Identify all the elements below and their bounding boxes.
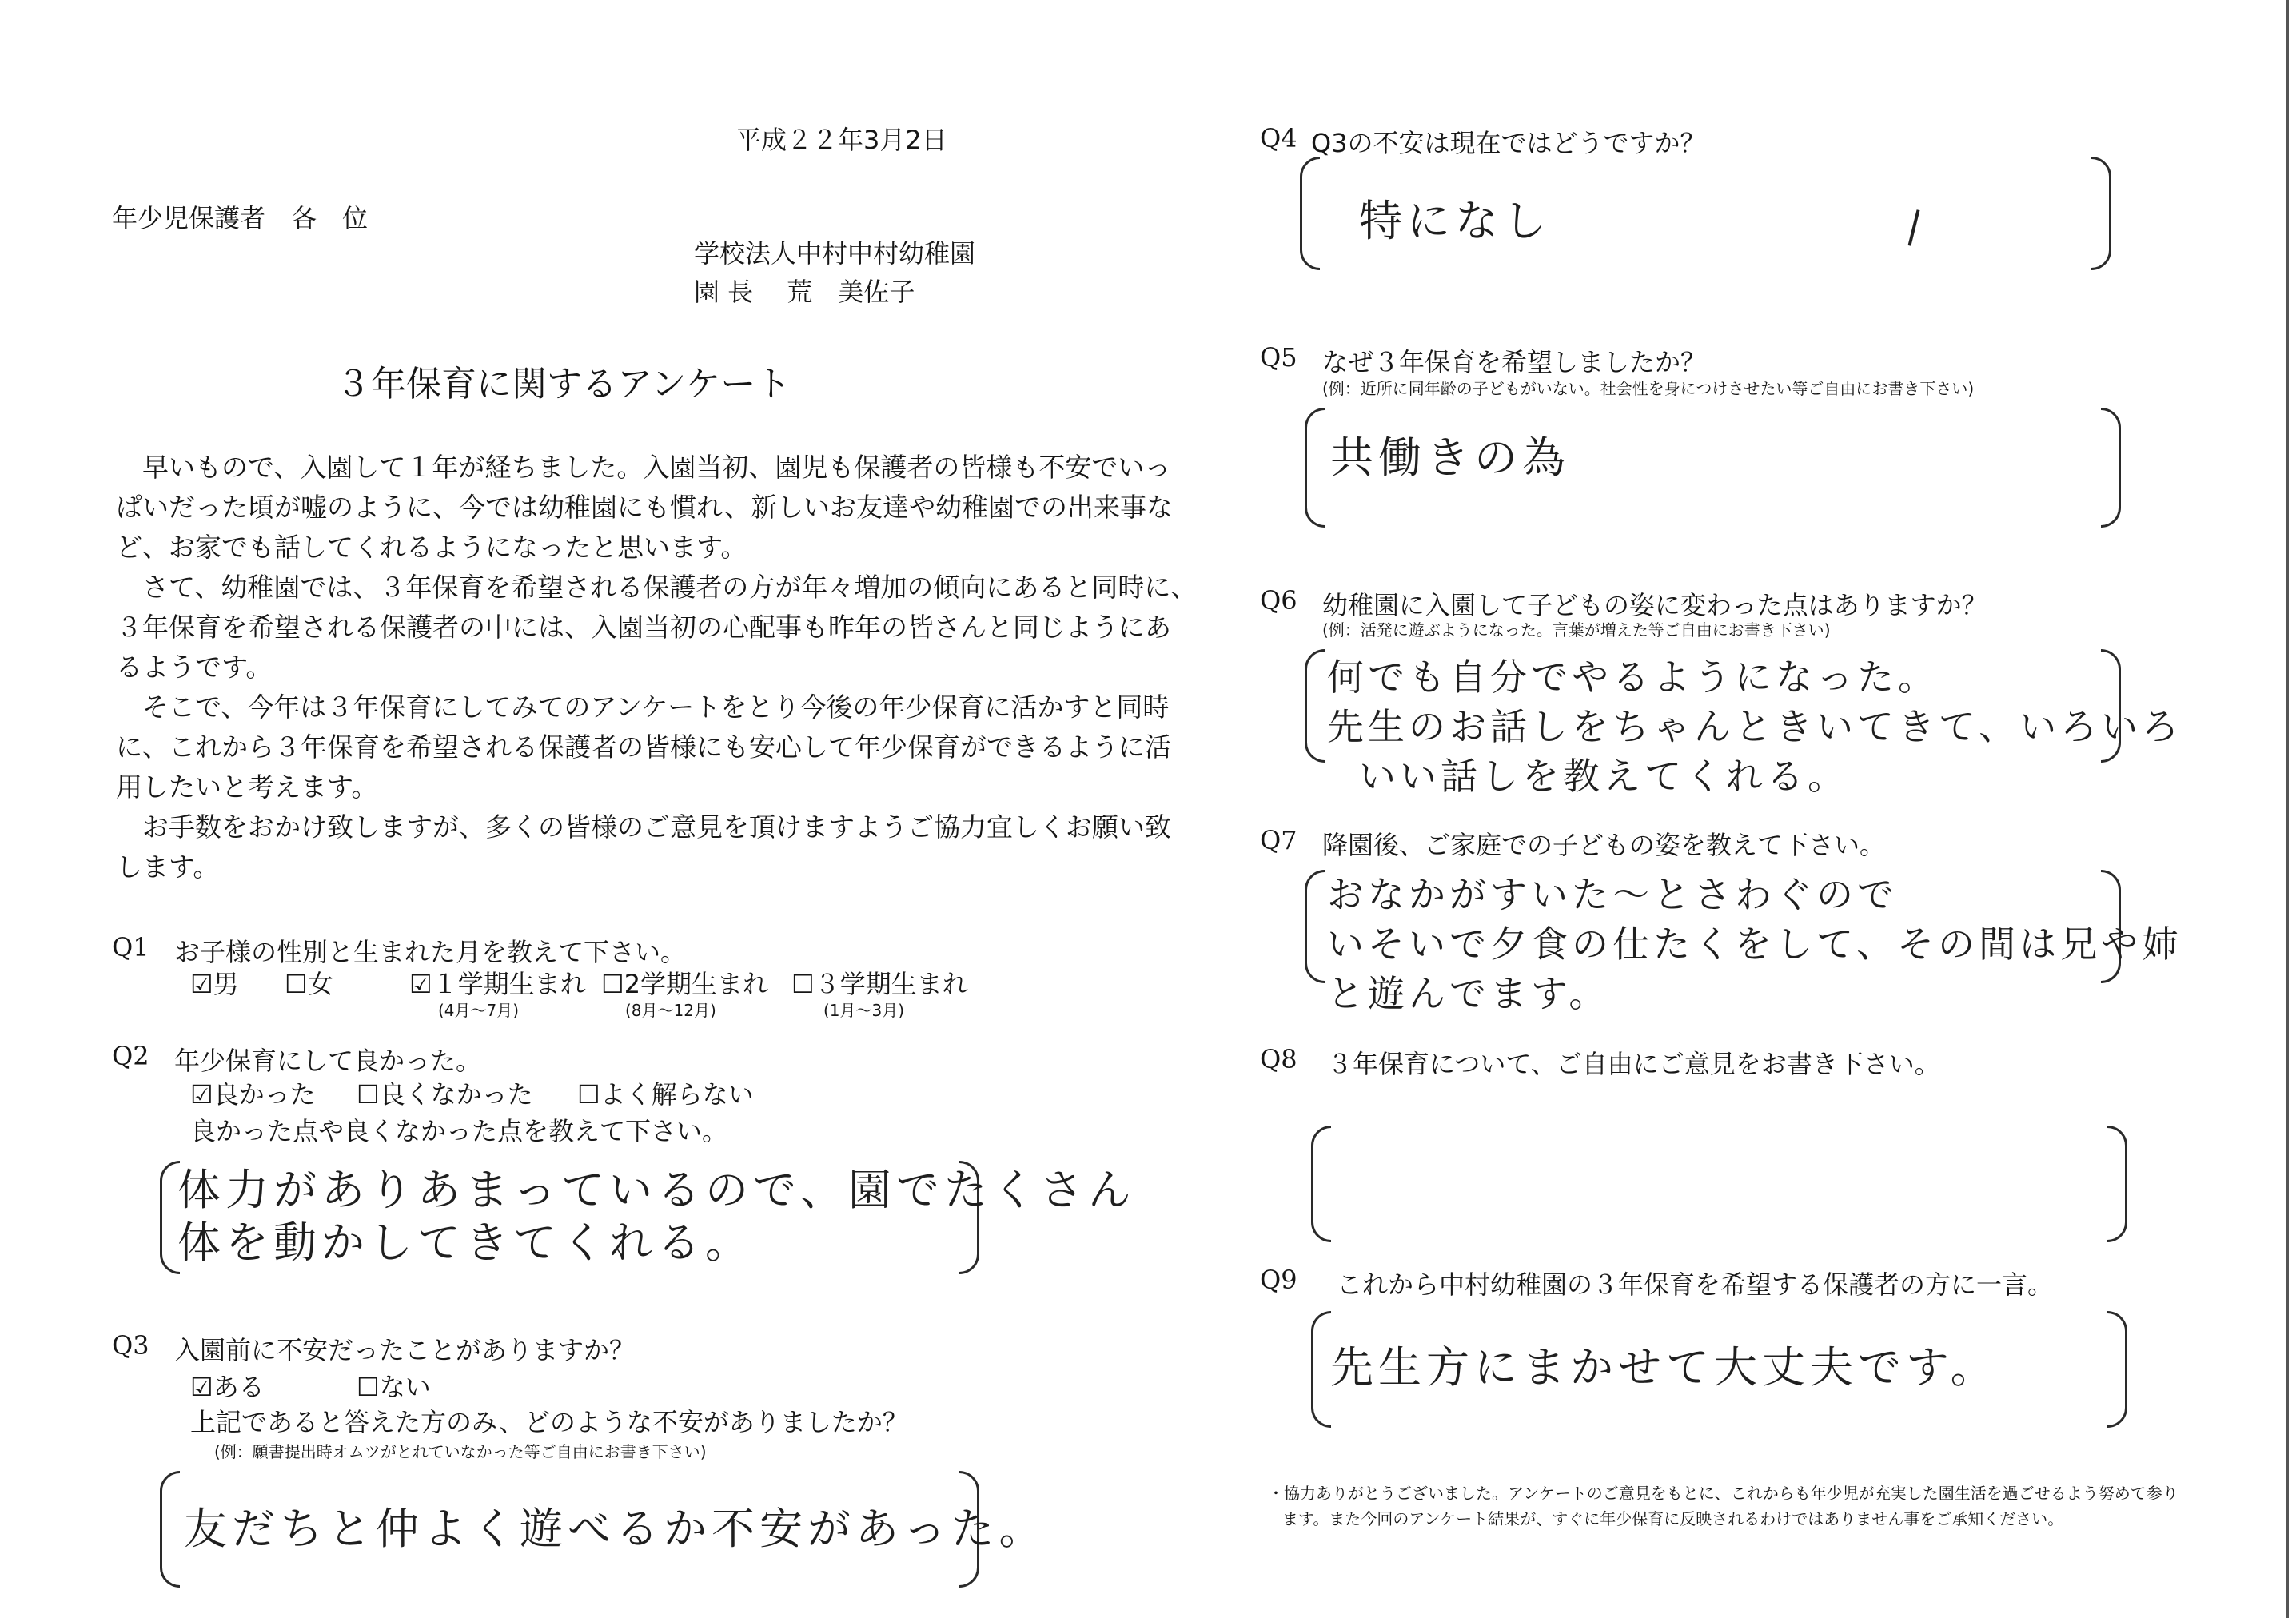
school-name: 学校法人中村中村幼稚園 bbox=[694, 238, 976, 269]
q5-text: なぜ３年保育を希望しましたか？ bbox=[1322, 347, 1707, 377]
q1-term2-months: (8月～12月) bbox=[625, 1001, 716, 1020]
q5-example: (例：近所に同年齢の子どもがいない。社会性を身につけさせたい等ご自由にお書き下さい) bbox=[1322, 379, 1975, 398]
q8-answer-area[interactable] bbox=[1335, 1135, 2095, 1231]
q7-answer[interactable] bbox=[1327, 870, 2182, 1018]
intro-line: そこで、今年は３年保育にしてみてのアンケートをとり今後の年少保育に活かすと同時 bbox=[116, 691, 1170, 723]
q5-answer-box-right bbox=[2101, 408, 2121, 528]
intro-line: します。 bbox=[116, 851, 220, 883]
q6-answer-line: 何でも自分でやるようになった。 bbox=[1327, 656, 1939, 699]
intro-text bbox=[116, 448, 1197, 887]
q2-sub-text: 良かった点や良くなかった点を教えて下さい。 bbox=[190, 1116, 728, 1146]
q6-answer-line: 先生のお話しをちゃんときいてきて、いろいろ bbox=[1327, 705, 2183, 748]
principal-name: 園 長 荒 美佐子 bbox=[694, 277, 915, 307]
q7-answer-line: と遊んでます。 bbox=[1327, 972, 1610, 1015]
q2-text: 年少保育にして良かった。 bbox=[174, 1046, 482, 1076]
q8-text: ３年保育について、ご自由にご意見をお書き下さい。 bbox=[1327, 1049, 1940, 1079]
q2-number: Q2 bbox=[112, 1041, 149, 1071]
intro-line: ぱいだった頃が嘘のように、今では幼稚園にも慣れ、新しいお友達や幼稚園での出来事な bbox=[116, 492, 1173, 523]
q7-answer-line: いそいで夕食の仕たくをして、その間は兄や姉 bbox=[1327, 923, 2183, 966]
page-title: ３年保育に関するアンケート bbox=[336, 364, 791, 404]
intro-line: お手数をおかけ致しますが、多くの皆様のご意見を頂けますようご協力宜しくお願い致 bbox=[116, 811, 1171, 843]
intro-line: ど、お家でも話してくれるようになったと思います。 bbox=[116, 532, 747, 563]
q4-answer-box-right bbox=[2091, 157, 2111, 270]
q2-answer-line: 体力がありあまっているので、園でたくさん bbox=[177, 1165, 1136, 1215]
footer-note bbox=[1268, 1481, 2178, 1532]
q8-number: Q8 bbox=[1260, 1044, 1297, 1074]
q6-number: Q6 bbox=[1260, 585, 1297, 616]
q2-option-unsure[interactable]: ☐よく解らない bbox=[577, 1079, 754, 1110]
q3-answer-box-left bbox=[160, 1471, 180, 1588]
scan-edge-line bbox=[2286, 0, 2289, 1618]
intro-line: 早いもので、入園して１年が経ちました。入園当初、園児も保護者の皆様も不安でいっ bbox=[116, 452, 1171, 483]
q1-term1-months: (4月～7月) bbox=[438, 1001, 520, 1020]
q6-answer[interactable] bbox=[1327, 652, 2182, 801]
q9-answer-box-right bbox=[2107, 1311, 2127, 1428]
q9-text: これから中村幼稚園の３年保育を希望する保護者の方に一言。 bbox=[1337, 1269, 2054, 1300]
q6-answer-box-left bbox=[1305, 649, 1325, 763]
q4-answer[interactable]: 特になし bbox=[1359, 196, 1551, 246]
q1-text: お子様の性別と生まれた月を教えて下さい。 bbox=[174, 937, 687, 967]
q1-number: Q1 bbox=[112, 932, 149, 962]
q3-sub-text: 上記であると答えた方のみ、どのような不安がありましたか？ bbox=[190, 1407, 908, 1437]
intro-line: るようです。 bbox=[116, 652, 273, 683]
q1-option-female[interactable]: ☐女 bbox=[285, 969, 333, 999]
q2-option-good[interactable]: ☑良かった bbox=[190, 1079, 316, 1110]
q3-number: Q3 bbox=[112, 1330, 149, 1361]
q7-number: Q7 bbox=[1260, 825, 1297, 855]
intro-line: に、これから３年保育を希望される保護者の皆様にも安心して年少保育ができるように活 bbox=[116, 731, 1171, 763]
q9-number: Q9 bbox=[1260, 1265, 1297, 1295]
q2-answer-line: 体を動かしてきてくれる。 bbox=[177, 1217, 753, 1268]
q4-number: Q4 bbox=[1260, 123, 1297, 153]
date: 平成２２年3月2日 bbox=[735, 125, 947, 155]
recipient: 年少児保護者 各 位 bbox=[112, 203, 369, 233]
q3-answer[interactable]: 友だちと仲よく遊べるか不安があった。 bbox=[184, 1504, 1047, 1554]
q9-answer-box-left bbox=[1311, 1311, 1331, 1428]
q5-number: Q5 bbox=[1260, 342, 1297, 373]
q3-example: (例：願書提出時オムツがとれていなかった等ご自由にお書き下さい) bbox=[214, 1442, 707, 1461]
q7-answer-line: おなかがすいた～とさわぐので bbox=[1327, 873, 1898, 916]
footer-line: ・協力ありがとうございました。アンケートのご意見をもとに、これからも年少児が充実した園生活を過ごせるよう努めて参り bbox=[1268, 1484, 2178, 1503]
footer-line: ます。また今回のアンケート結果が、すぐに年少保育に反映されるわけではありません事をご承知ください。 bbox=[1282, 1509, 2064, 1528]
q6-text: 幼稚園に入園して子どもの姿に変わった点はありますか？ bbox=[1322, 590, 1987, 620]
q5-answer[interactable]: 共働きの為 bbox=[1330, 432, 1570, 483]
q3-option-no[interactable]: ☐ない bbox=[357, 1372, 431, 1402]
q4-pen-mark bbox=[1907, 209, 1919, 246]
q3-option-yes[interactable]: ☑ある bbox=[190, 1372, 265, 1402]
q1-option-term2[interactable]: ☐2学期生まれ bbox=[601, 969, 769, 999]
q1-term3-months: (1月～3月) bbox=[823, 1001, 905, 1020]
q4-answer-box-left bbox=[1300, 157, 1320, 270]
q7-text: 降園後、ご家庭での子どもの姿を教えて下さい。 bbox=[1322, 830, 1886, 860]
intro-line: 用したいと考えます。 bbox=[116, 771, 378, 803]
q1-option-male[interactable]: ☑男 bbox=[190, 969, 239, 999]
q7-answer-box-left bbox=[1305, 870, 1325, 983]
q1-option-term1[interactable]: ☑１学期生まれ bbox=[409, 969, 586, 999]
q5-answer-box-left bbox=[1305, 408, 1325, 528]
intro-line: さて、幼稚園では、３年保育を希望される保護者の方が年々増加の傾向にあると同時に、 bbox=[116, 572, 1198, 603]
q4-text: Q3の不安は現在ではどうですか？ bbox=[1311, 128, 1706, 158]
q1-option-term3[interactable]: ☐３学期生まれ bbox=[791, 969, 968, 999]
q9-answer[interactable]: 先生方にまかせて大丈夫です。 bbox=[1330, 1342, 1999, 1393]
q3-text: 入園前に不安だったことがありますか？ bbox=[174, 1335, 636, 1365]
q6-answer-line: いい話しを教えてくれる。 bbox=[1359, 755, 1848, 798]
q2-answer[interactable] bbox=[177, 1164, 1136, 1269]
q8-answer-box-left bbox=[1311, 1126, 1331, 1242]
intro-line: ３年保育を希望される保護者の中には、入園当初の心配事も昨年の皆さんと同じようにあ bbox=[116, 612, 1171, 643]
q2-option-not-good[interactable]: ☐良くなかった bbox=[357, 1079, 533, 1110]
q8-answer-box-right bbox=[2107, 1126, 2127, 1242]
q6-example: (例：活発に遊ぶようになった。言葉が増えた等ご自由にお書き下さい) bbox=[1322, 620, 1831, 640]
